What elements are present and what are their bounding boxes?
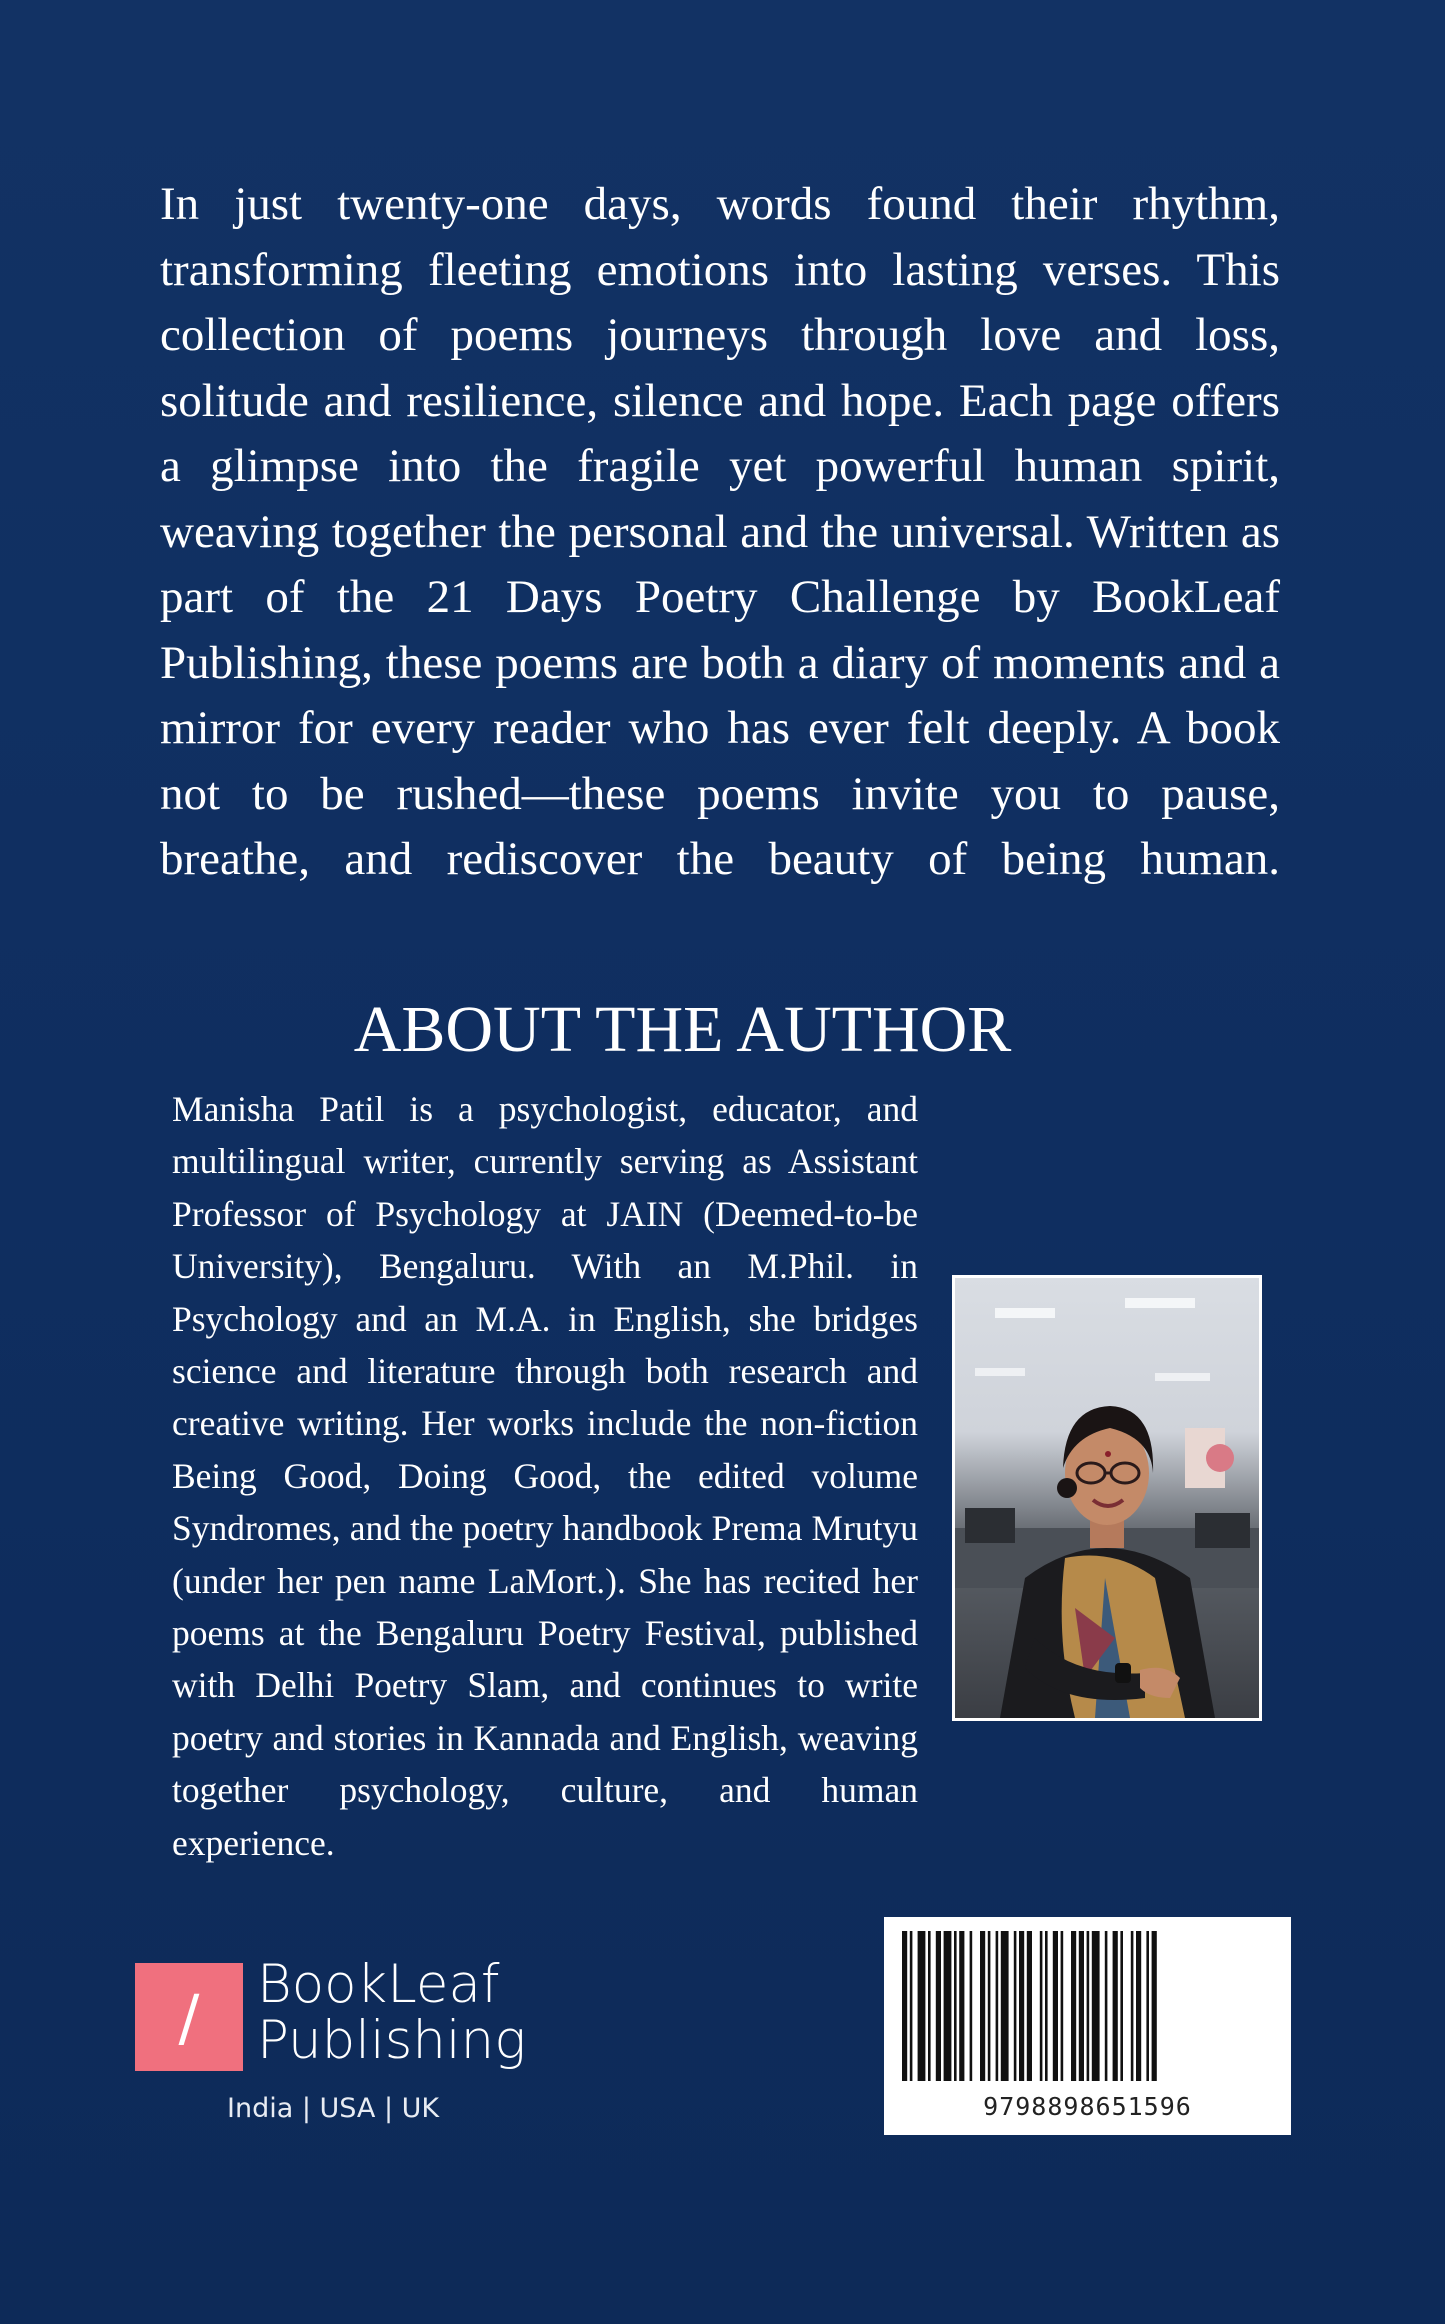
author-photo bbox=[952, 1275, 1262, 1721]
publisher-name-line1: BookLeaf bbox=[257, 1954, 500, 2015]
barcode-bar bbox=[1019, 1931, 1024, 2081]
barcode-bar bbox=[980, 1931, 985, 2081]
about-author-heading: ABOUT THE AUTHOR bbox=[353, 993, 1012, 1066]
barcode-bar bbox=[1092, 1931, 1100, 2081]
publisher-regions: India | USA | UK bbox=[227, 2093, 440, 2124]
barcode-bar bbox=[1027, 1931, 1032, 2081]
logo-slash-icon: / bbox=[178, 1980, 200, 2054]
barcode-bar bbox=[1105, 1931, 1108, 2081]
publisher-logo bbox=[135, 1954, 535, 2124]
barcode-bar bbox=[1014, 1931, 1017, 2081]
barcode-bar bbox=[1120, 1931, 1123, 2081]
barcode-bar bbox=[1053, 1931, 1058, 2081]
barcode-bar bbox=[1146, 1931, 1149, 2081]
barcode-bar bbox=[918, 1931, 926, 2081]
isbn-number: 9798898651596 bbox=[983, 2092, 1192, 2121]
barcode-bar bbox=[996, 1931, 999, 2081]
barcode-bar bbox=[954, 1931, 957, 2081]
barcode-bar bbox=[902, 1931, 907, 2081]
publisher-name bbox=[257, 1954, 547, 2071]
barcode-bar bbox=[988, 1931, 991, 2081]
barcode-bar bbox=[1045, 1931, 1048, 2081]
barcode-bar bbox=[1079, 1931, 1084, 2081]
barcode-bar bbox=[936, 1931, 941, 2081]
barcode-bar bbox=[1001, 1931, 1009, 2081]
publisher-name-line2: Publishing bbox=[257, 2010, 527, 2071]
barcode-bar bbox=[910, 1931, 913, 2081]
barcode-bar bbox=[1136, 1931, 1141, 2081]
barcode-bar bbox=[928, 1931, 931, 2081]
barcode-bar bbox=[1071, 1931, 1076, 2081]
barcode-bar bbox=[1131, 1931, 1134, 2081]
isbn-barcode bbox=[884, 1917, 1291, 2135]
barcode-bar bbox=[1061, 1931, 1064, 2081]
barcode-bar bbox=[970, 1931, 973, 2081]
author-bio: Manisha Patil is a psychologist, educator, and multilingual writer, currently serving as Assistant Professor of Psychology at JAIN (Deemed-to-be University), Bengaluru. With an M.Phil. in Psychology and an M.A. in English, she bridges science and literature through both research and creative writing. Her works include the non-fiction Being Good, Doing Good, the edited volume Syndromes, and the poetry handbook Prema Mrutyu (under her pen name LaMort.). She has recited her poems at the Bengaluru Poetry Festival, published with Delhi Poetry Slam, and continues to write poetry and stories in Kannada and English, weaving together psychology, culture, and human experience. bbox=[172, 1089, 918, 1863]
barcode-bar bbox=[1113, 1931, 1118, 2081]
author-photo-image bbox=[955, 1278, 1259, 1718]
book-blurb: In just twenty-one days, words found their rhythm, transforming fleeting emotions into lasting verses. This collection of poems journeys through love and loss, solitude and resilience, silence and hope. Each page offers a glimpse into the fragile yet powerful human spirit, weaving together the personal and the universal. Written as part of the 21 Days Poetry Challenge by BookLeaf Publishing, these poems are both a diary of moments and a mirror for every reader who has ever felt deeply. A book not to be rushed—these poems invite you to pause, breathe, and rediscover the beauty of being human. bbox=[160, 178, 1280, 885]
barcode-bar bbox=[944, 1931, 952, 2081]
barcode-bar bbox=[1040, 1931, 1043, 2081]
barcode-bar bbox=[1152, 1931, 1157, 2081]
barcode-bar bbox=[959, 1931, 964, 2081]
barcode-bar bbox=[1087, 1931, 1090, 2081]
